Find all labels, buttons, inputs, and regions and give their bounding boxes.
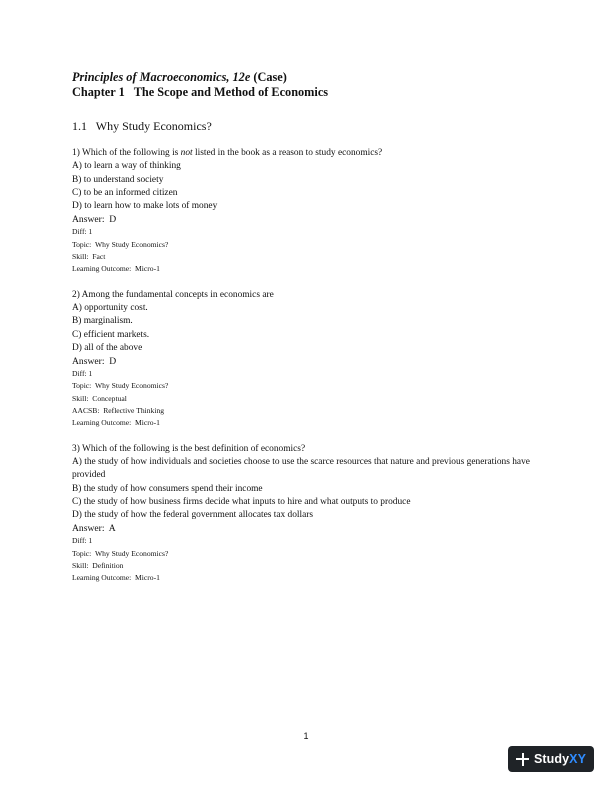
question-stem	[72, 147, 542, 160]
learning-outcome: Learning Outcome: Micro-1	[72, 264, 160, 274]
learning-outcome: Learning Outcome: Micro-1	[72, 573, 160, 583]
learning-outcome: Learning Outcome: Micro-1	[72, 418, 160, 428]
option-b: B) the study of how consumers spend their income	[72, 483, 263, 494]
topic: Topic: Why Study Economics?	[72, 381, 169, 391]
question-stem: 2) Among the fundamental concepts in economics are	[72, 289, 274, 300]
option-d: D) to learn how to make lots of money	[72, 201, 218, 212]
stem-emphasis: not	[180, 148, 193, 158]
option-a: A) the study of how individuals and societies choose to use the scarce resources that nature and previous generations have provided	[72, 456, 530, 481]
question-1	[72, 147, 542, 276]
topic: Topic: Why Study Economics?	[72, 239, 169, 249]
skill: Skill: Conceptual	[72, 393, 127, 403]
option-d: D) all of the above	[72, 342, 143, 353]
answer-line: Answer: D	[72, 214, 117, 226]
brand-name	[534, 752, 586, 766]
option-c: C) to be an informed citizen	[72, 187, 178, 198]
difficulty: Diff: 1	[72, 227, 93, 237]
plus-icon	[516, 753, 529, 766]
question-stem: 3) Which of the following is the best definition of economics?	[72, 443, 306, 454]
option-b: B) to understand society	[72, 174, 164, 185]
answer-line: Answer: A	[72, 523, 116, 535]
brand-main: Study	[533, 752, 570, 766]
difficulty: Diff: 1	[72, 369, 93, 379]
option-d: D) the study of how the federal government allocates tax dollars	[72, 510, 314, 521]
answer-line: Answer: D	[72, 356, 117, 368]
page-number: 1	[303, 731, 309, 741]
section-heading: 1.1 Why Study Economics?	[72, 119, 212, 133]
skill: Skill: Fact	[72, 252, 106, 262]
topic: Topic: Why Study Economics?	[72, 548, 169, 558]
question-3	[72, 443, 542, 585]
document-page	[72, 70, 542, 585]
aacsb: AACSB: Reflective Thinking	[72, 406, 165, 416]
question-2	[72, 289, 542, 430]
studyxy-badge[interactable]	[508, 746, 594, 772]
brand-accent: XY	[569, 752, 587, 766]
book-title-line	[72, 70, 542, 85]
option-b: B) marginalism.	[72, 316, 133, 327]
chapter-title: Chapter 1 The Scope and Method of Economics	[72, 85, 329, 99]
option-a: A) opportunity cost.	[72, 302, 148, 313]
stem-text: 1) Which of the following is	[72, 148, 181, 158]
option-a: A) to learn a way of thinking	[72, 161, 181, 172]
skill: Skill: Definition	[72, 561, 124, 571]
option-c: C) efficient markets.	[72, 329, 150, 340]
book-author: (Case)	[250, 70, 287, 84]
difficulty: Diff: 1	[72, 536, 93, 546]
stem-text: listed in the book as a reason to study economics?	[192, 148, 383, 158]
option-c: C) the study of how business firms decide what inputs to hire and what outputs to produce	[72, 496, 411, 507]
book-title: Principles of Macroeconomics, 12e	[72, 70, 251, 84]
